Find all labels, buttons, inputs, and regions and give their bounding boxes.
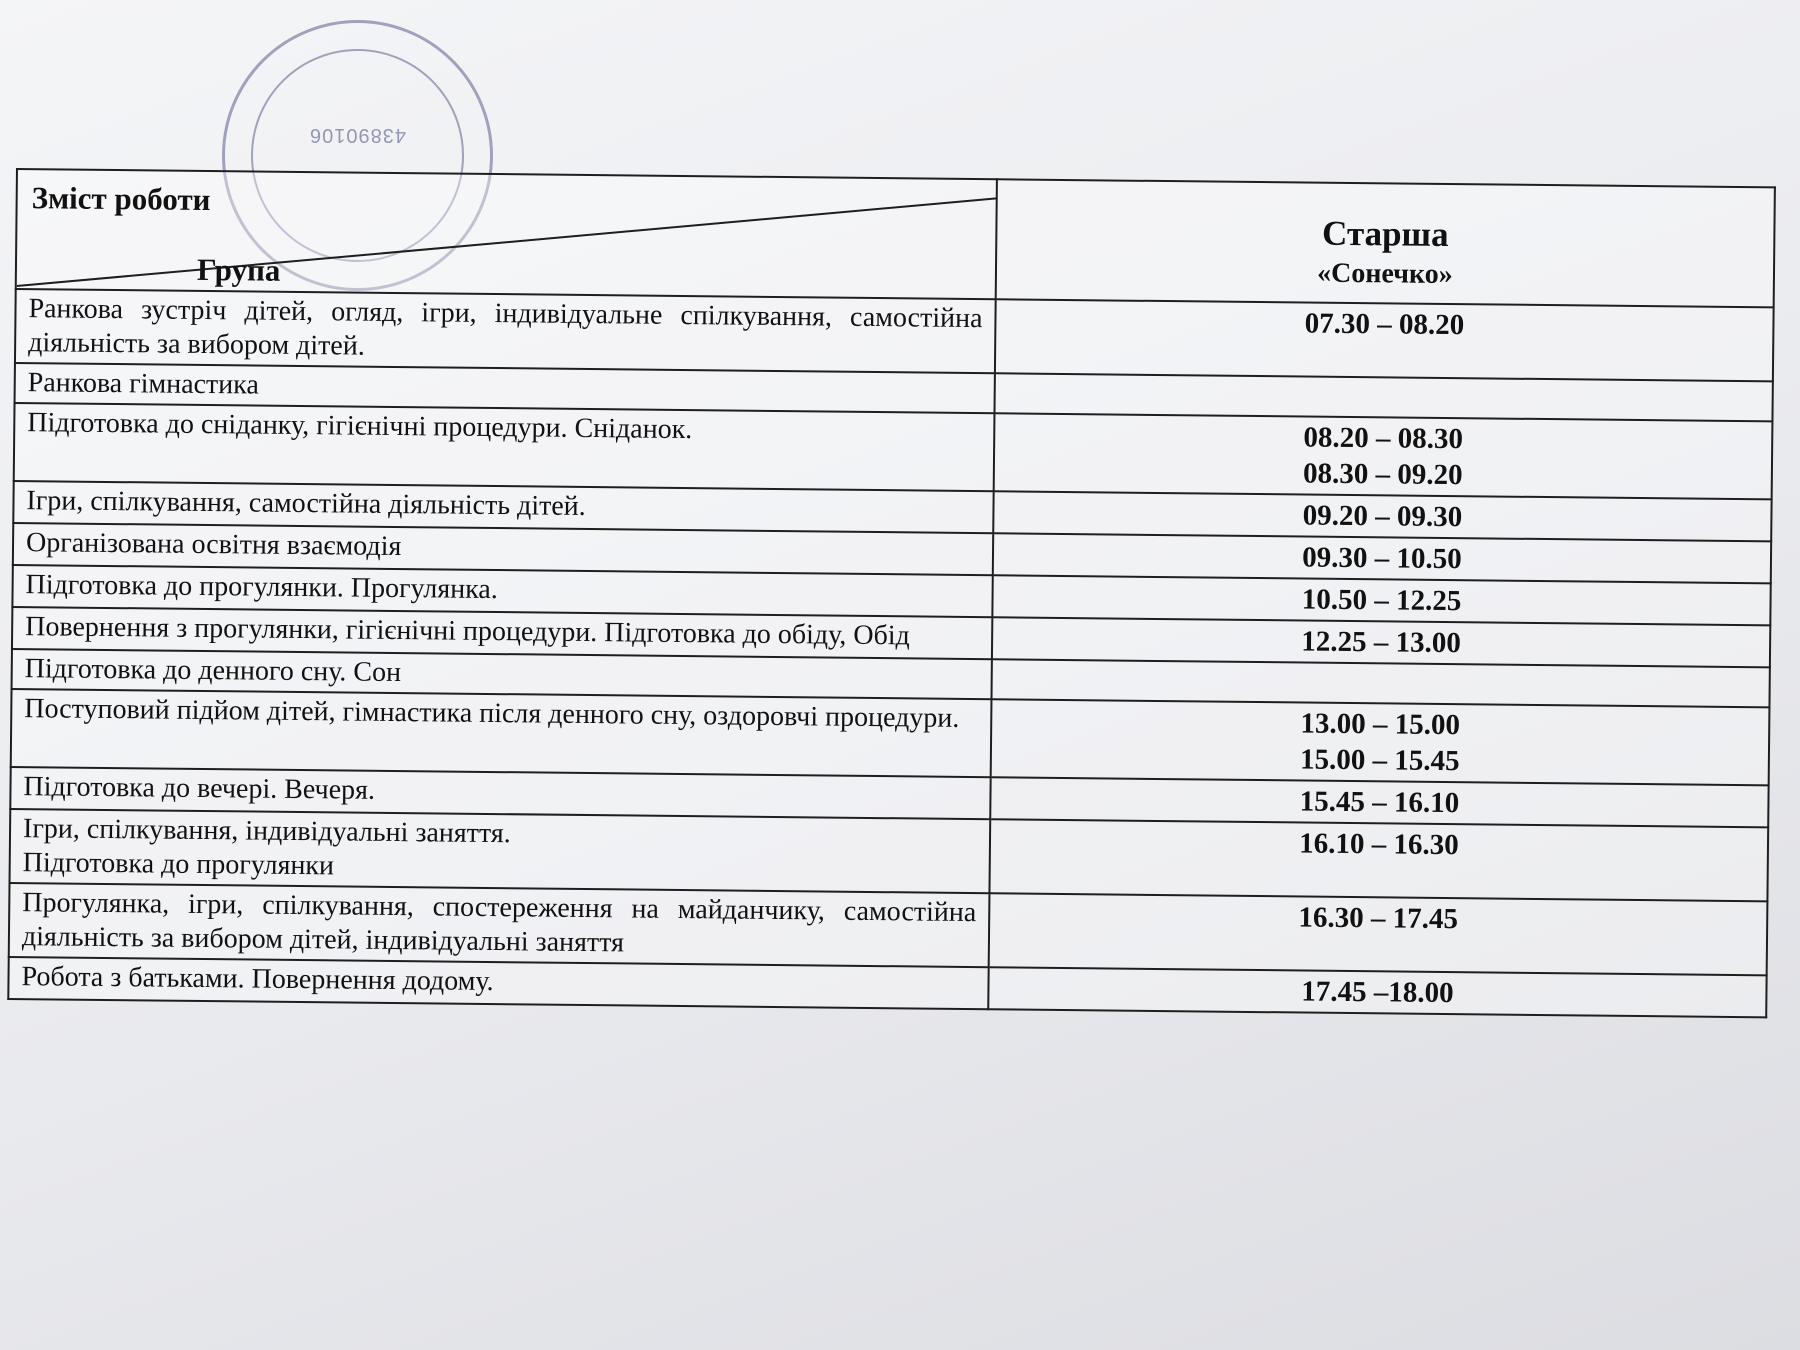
time-range: 15.45 – 16.10 bbox=[1299, 785, 1460, 820]
time-range: 10.50 – 12.25 bbox=[1301, 583, 1462, 618]
time-range: 13.00 – 15.00 bbox=[1300, 707, 1461, 742]
daily-schedule-table bbox=[7, 168, 1776, 1018]
time-range: 08.30 – 09.20 bbox=[1302, 457, 1463, 492]
activity-text: Ранкова гімнастика bbox=[27, 367, 260, 401]
group-name: Старша bbox=[1321, 213, 1449, 255]
activity-text: Ранкова зустріч дітей, огляд, ігри, індивідуальне спілкування, самостійна діяльність за вибором дітей. bbox=[28, 293, 983, 362]
activity-text: Підготовка до прогулянки. Прогулянка. bbox=[25, 569, 498, 606]
group-header-cell bbox=[996, 179, 1775, 307]
activity-text: Підготовка до сніданку, гігієнічні процедури. Сніданок. bbox=[27, 407, 693, 446]
time-range: 09.20 – 09.30 bbox=[1302, 499, 1463, 534]
time-range: 09.30 – 10.50 bbox=[1302, 541, 1462, 576]
time-range: 08.20 – 08.30 bbox=[1303, 421, 1464, 456]
group-subtitle: «Сонечко» bbox=[1316, 257, 1453, 291]
activity-text: Ігри, спілкування, індивідуальні заняття. bbox=[22, 813, 511, 850]
time-range: 17.45 –18.00 bbox=[1301, 975, 1454, 1010]
activity-text: Повернення з прогулянки, гігієнічні процедури. Підготовка до обіду, Обід bbox=[25, 611, 910, 652]
activity-text: Поступовий підйом дітей, гімнастика після денного сну, оздоровчі процедури. bbox=[24, 693, 960, 734]
time-range: 12.25 – 13.00 bbox=[1301, 625, 1462, 660]
group-label: Група bbox=[196, 251, 281, 288]
time-range: 15.00 – 15.45 bbox=[1299, 743, 1460, 778]
time-range: 16.10 – 16.30 bbox=[1299, 827, 1459, 862]
activity-text: Робота з батьками. Повернення додому. bbox=[21, 961, 494, 998]
time-cell bbox=[989, 893, 1768, 975]
activity-text: Ігри, спілкування, самостійна діяльність дітей. bbox=[26, 485, 586, 522]
time-cell bbox=[988, 967, 1766, 1017]
activity-text: Організована освітня взаємодія bbox=[25, 527, 402, 563]
time-cell bbox=[989, 819, 1768, 901]
header-row bbox=[16, 169, 1775, 307]
time-cell bbox=[994, 413, 1773, 499]
activity-text: Прогулянка, ігри, спілкування, спостереження на майданчику, самостійна діяльність за вибором дітей, індивідуальні заняття bbox=[21, 887, 977, 959]
activity-cell bbox=[15, 289, 996, 373]
activity-cell bbox=[10, 809, 991, 893]
stamp-code: 43890106 bbox=[309, 124, 406, 146]
time-cell bbox=[991, 699, 1770, 785]
activity-cell bbox=[8, 957, 988, 1009]
schedule-sheet bbox=[7, 168, 1776, 1091]
activity-text: Підготовка до вечері. Вечеря. bbox=[23, 771, 376, 806]
time-range: 07.30 – 08.20 bbox=[1304, 307, 1465, 342]
activity-text: Підготовка до прогулянки bbox=[22, 847, 335, 882]
activity-cell bbox=[11, 689, 992, 777]
header-diagonal-cell bbox=[16, 169, 997, 299]
activity-cell bbox=[14, 403, 995, 491]
activity-text: Підготовка до денного сну. Сон bbox=[24, 653, 402, 689]
content-label: Зміст роботи bbox=[31, 180, 211, 218]
time-range: 16.30 – 17.45 bbox=[1298, 901, 1459, 936]
time-cell bbox=[995, 299, 1774, 381]
activity-cell bbox=[9, 883, 990, 967]
